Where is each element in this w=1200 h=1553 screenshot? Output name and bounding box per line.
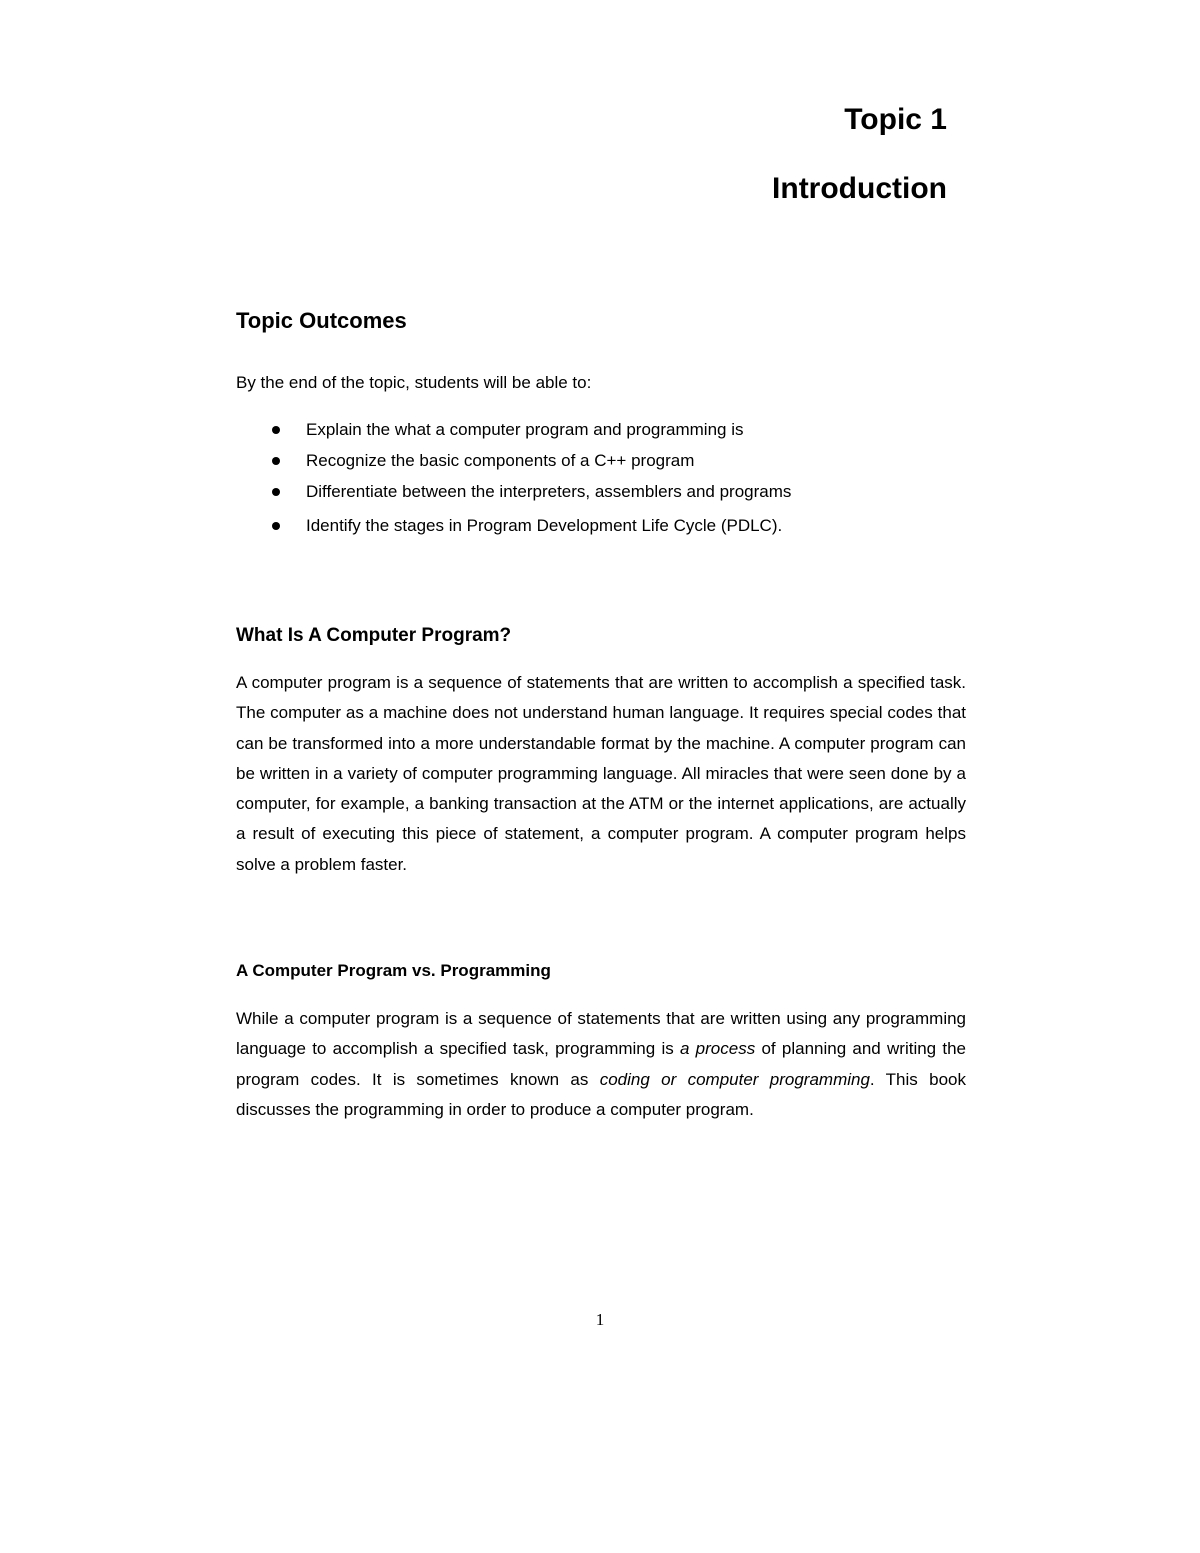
what-is-heading: What Is A Computer Program?: [236, 625, 512, 646]
what-is-paragraph: A computer program is a sequence of statements that are written to accomplish a specified task. The computer as a machine does not understand human language. It requires special codes that can be transformed into a more understandable format by the machine. A computer program can be written in a variety of computer programming language. All miracles that were seen done by a computer, for example, a banking transaction at the ATM or the internet applications, are actually a result of executing this piece of statement, a computer program. A computer program helps solve a problem faster.: [236, 673, 966, 874]
list-item-text: Recognize the basic components of a C++ program: [306, 451, 695, 470]
italic-term: a process: [679, 1039, 756, 1059]
bullet-icon: [272, 426, 280, 434]
program-vs-programming-paragraph: [236, 1004, 966, 1125]
page-number: 1: [595, 1310, 605, 1329]
bullet-icon: [272, 457, 280, 465]
list-item: [236, 445, 966, 476]
program-vs-programming-section: [236, 958, 966, 1125]
topic-outcomes-heading: Topic Outcomes: [236, 308, 407, 333]
title-block: [772, 100, 947, 209]
list-item: [236, 510, 966, 541]
what-is-section: [236, 622, 966, 880]
list-item-text: Differentiate between the interpreters, assemblers and programs: [306, 482, 792, 501]
outcomes-list: [236, 414, 966, 541]
topic-number: Topic 1: [844, 103, 947, 136]
content-body: [236, 306, 966, 1125]
paragraph-text: While a computer program is a sequence of statements that are written using any programming language to accomplish a specified task, programming is: [236, 1009, 966, 1059]
list-item-text: Identify the stages in Program Development Life Cycle (PDLC).: [306, 516, 783, 535]
italic-term: coding or computer programming: [599, 1069, 870, 1089]
list-item-text: Explain the what a computer program and programming is: [306, 420, 744, 439]
bullet-icon: [272, 488, 280, 496]
paragraph-text: of planning and writing the program codes. It is sometimes known as: [236, 1039, 967, 1089]
outcomes-intro: By the end of the topic, students will be able to:: [236, 373, 592, 392]
program-vs-programming-heading: A Computer Program vs. Programming: [236, 961, 551, 981]
topic-title: Introduction: [772, 172, 947, 205]
topic-outcomes-section: [236, 306, 966, 541]
list-item: [236, 476, 966, 507]
list-item: [236, 414, 966, 445]
paragraph-text: . This book discusses the programming in order to produce a computer program.: [236, 1069, 966, 1119]
bullet-icon: [272, 522, 280, 530]
